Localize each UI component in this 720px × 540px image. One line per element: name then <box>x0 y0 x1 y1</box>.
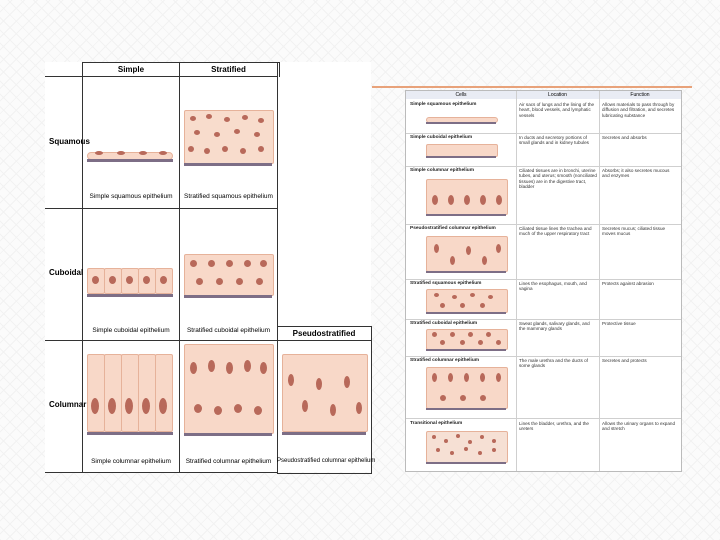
row-name: Pseudostratified columnar epithelium <box>410 226 496 231</box>
row-function: Allows the urinary organs to expand and stretch <box>602 421 676 432</box>
row-location: Lines the esophagus, mouth, and vagina <box>519 281 587 292</box>
grid-divider <box>82 62 83 472</box>
thumb-pseudostratified <box>426 236 506 276</box>
row-divider <box>406 279 681 280</box>
epithelium-summary-table <box>405 90 682 472</box>
row-function: Protects against abrasion <box>602 281 654 286</box>
table-divider <box>516 91 517 471</box>
row-location: In ducts and secretory portions of small glands and in kidney tubules <box>519 135 589 146</box>
row-location: The male urethra and the ducts of some glands <box>519 358 588 369</box>
row-divider <box>406 133 681 134</box>
row-location: Sweat glands, salivary glands, and the mammary glands <box>519 321 590 332</box>
grid-divider <box>45 76 277 77</box>
pseudostratified-illustration <box>282 354 366 438</box>
epithelium-classification-figure <box>45 62 376 472</box>
caption-stratified-squamous: Stratified squamous epithelium <box>184 193 273 200</box>
row-name: Simple columnar epithelium <box>410 168 474 173</box>
row-location: Lines the bladder, urethra, and the ureters <box>519 421 589 432</box>
caption-simple-cuboidal: Simple cuboidal epithelium <box>92 327 170 334</box>
row-name: Stratified columnar epithelium <box>410 358 480 363</box>
thumb-simple-columnar <box>426 179 506 219</box>
row-name: Transitional epithelium <box>410 421 463 426</box>
stratified-columnar-illustration <box>184 344 272 440</box>
accent-line <box>372 86 692 88</box>
grid-divider <box>45 472 277 473</box>
header-stratified: Stratified <box>211 65 246 74</box>
grid-divider <box>45 208 277 209</box>
caption-stratified-cuboidal: Stratified cuboidal epithelium <box>186 327 271 334</box>
thumb-stratified-squamous <box>426 289 506 315</box>
simple-columnar-illustration <box>87 354 173 438</box>
stratified-cuboidal-illustration <box>184 254 272 300</box>
row-divider <box>406 319 681 320</box>
row-name: Simple squamous epithelium <box>410 102 477 107</box>
header-simple: Simple <box>117 65 145 74</box>
row-location: Ciliated tissue lines the trachea and much of the upper respiratory tract <box>519 226 592 237</box>
thumb-simple-squamous <box>426 115 496 125</box>
row-function: Protective tissue <box>602 321 636 326</box>
row-divider <box>406 166 681 167</box>
row-function: Secretes mucus; ciliated tissue moves mucus <box>602 226 666 237</box>
row-label-cuboidal: Cuboidal <box>49 268 84 277</box>
thumb-simple-cuboidal <box>426 144 496 160</box>
caption-stratified-columnar: Stratified columnar epithelium <box>185 458 272 465</box>
row-function: Allows materials to pass through by diffusion and filtration, and secretes lubricating substance <box>602 102 675 118</box>
row-divider <box>406 224 681 225</box>
stratified-squamous-illustration <box>184 110 272 168</box>
table-header-location: Location <box>516 91 599 99</box>
caption-pseudostratified: Pseudostratified columnar epithelium <box>277 458 376 464</box>
row-divider <box>406 418 681 419</box>
table-divider <box>599 91 600 471</box>
row-function: Secretes and protects <box>602 358 647 363</box>
caption-simple-squamous: Simple squamous epithelium <box>89 193 173 200</box>
table-header-cells: Cells <box>406 91 516 99</box>
simple-cuboidal-illustration <box>87 268 173 300</box>
row-function: Secretes and absorbs <box>602 135 647 140</box>
header-pseudostratified: Pseudostratified <box>292 329 356 338</box>
thumb-stratified-cuboidal <box>426 329 506 353</box>
row-name: Stratified cuboidal epithelium <box>410 321 478 326</box>
caption-simple-columnar: Simple columnar epithelium <box>91 458 171 465</box>
row-label-columnar: Columnar <box>49 400 87 409</box>
thumb-transitional <box>426 431 506 465</box>
grid-divider <box>277 62 278 326</box>
row-location: Air sacs of lungs and the lining of the heart, blood vessels, and lymphatic vessels <box>519 102 595 118</box>
table-header-function: Function <box>599 91 681 99</box>
row-name: Stratified squamous epithelium <box>410 281 482 286</box>
simple-squamous-illustration <box>87 146 173 164</box>
grid-divider <box>179 62 180 472</box>
row-function: Absorbs; it also secretes mucous and enzymes <box>602 168 670 179</box>
thumb-stratified-columnar <box>426 367 506 413</box>
row-divider <box>406 356 681 357</box>
row-name: Simple cuboidal epithelium <box>410 135 473 140</box>
row-label-squamous: Squamous <box>49 137 90 146</box>
row-location: Ciliated tissues are in bronchi, uterine tubes, and uterus; smooth (nonciliated tissues) are in the digestive tract, bladder <box>519 168 597 190</box>
